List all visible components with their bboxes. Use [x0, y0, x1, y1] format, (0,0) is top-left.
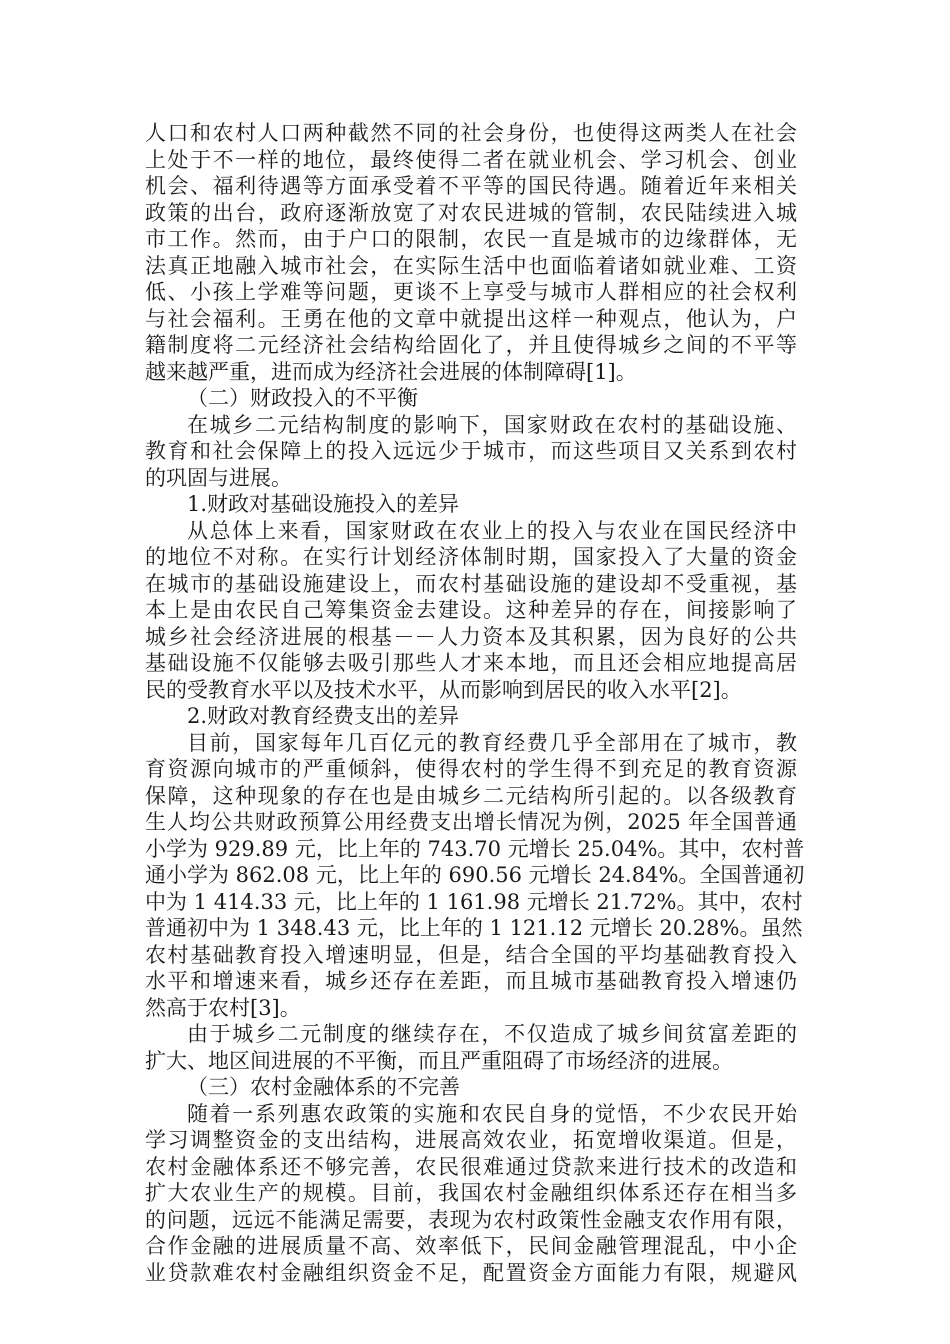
body-text-line: 上处于不一样的地位，最终使得二者在就业机会、学习机会、创业 — [145, 147, 797, 172]
section-heading: 1.财政对基础设施投入的差异 — [187, 492, 460, 516]
body-text-line: 基础设施不仅能够去吸引那些人才来本地，而且还会相应地提高居 — [145, 651, 797, 675]
body-text-line: 合作金融的进展质量不高、效率低下，民间金融管理混乱，中小企 — [145, 1234, 797, 1258]
body-text-line: 学习调整资金的支出结构，进展高效农业，拓宽增收渠道。但是， — [145, 1128, 797, 1152]
paragraph-last-line: 然高于农村[3]。 — [145, 995, 301, 1020]
paragraph-first-line: 由于城乡二元制度的继续存在，不仅造成了城乡间贫富差距的 — [187, 1022, 797, 1046]
section-heading: （三）农村金融体系的不完善 — [187, 1075, 460, 1099]
body-text-line: 政策的出台，政府逐渐放宽了对农民进城的管制，农民陆续进入城 — [145, 200, 797, 225]
body-text-line: 机会、福利待遇等方面承受着不平等的国民待遇。随着近年来相关 — [145, 174, 797, 198]
body-text-line: 扩大农业生产的规模。目前，我国农村金融组织体系还存在相当多 — [145, 1181, 797, 1205]
body-text-line: 城乡社会经济进展的根基－－人力资本及其积累，因为良好的公共 — [145, 624, 797, 649]
body-text-line: 育资源向城市的严重倾斜，使得农村的学生得不到充足的教育资源 — [145, 757, 797, 781]
body-text-line: 普通初中为 1 348.43 元，比上年的 1 121.12 元增长 20.28%。虽然 — [145, 916, 803, 940]
paragraph-first-line: 目前，国家每年几百亿元的教育经费几乎全部用在了城市，教 — [187, 730, 797, 755]
section-heading: 2.财政对教育经费支出的差异 — [187, 704, 460, 728]
body-text-line: 农村金融体系还不够完善，农民很难通过贷款来进行技术的改造和 — [145, 1154, 797, 1179]
body-text-line: 市工作。然而，由于户口的限制，农民一直是城市的边缘群体，无 — [145, 227, 797, 251]
paragraph-first-line: 在城乡二元结构制度的影响下，国家财政在农村的基础设施、 — [187, 412, 797, 437]
body-text-line: 生人均公共财政预算公用经费支出增长情况为例，2025 年全国普通 — [145, 810, 797, 834]
body-text-line: 与社会福利。王勇在他的文章中就提出这样一种观点，他认为，户 — [145, 306, 797, 331]
body-text-line: 通小学为 862.08 元，比上年的 690.56 元增长 24.84%。全国普通初 — [145, 863, 805, 887]
body-text-line: 的问题，远远不能满足需要，表现为农村政策性金融支农作用有限， — [145, 1207, 797, 1232]
section-heading: （二）财政投入的不平衡 — [187, 386, 418, 410]
body-text-line: 保障，这种现象的存在也是由城乡二元结构所引起的。以各级教育 — [145, 783, 797, 808]
body-text-line: 人口和农村人口两种截然不同的社会身份，也使得这两类人在社会 — [145, 121, 797, 145]
body-text-line: 农村基础教育投入增速明显，但是，结合全国的平均基础教育投入 — [145, 942, 797, 967]
body-text-line: 业贷款难农村金融组织资金不足，配置资金方面能力有限，规避风 — [145, 1260, 797, 1285]
body-text-line: 的地位不对称。在实行计划经济体制时期，国家投入了大量的资金 — [145, 545, 797, 569]
body-text-line: 水平和增速来看，城乡还存在差距，而且城市基础教育投入增速仍 — [145, 969, 797, 993]
body-text-line: 在城市的基础设施建设上，而农村基础设施的建设却不受重视，基 — [145, 571, 797, 596]
paragraph-last-line: 扩大、地区间进展的不平衡，而且严重阻碍了市场经济的进展。 — [145, 1048, 733, 1073]
paragraph-last-line: 民的受教育水平以及技术水平，从而影响到居民的收入水平[2]。 — [145, 677, 742, 702]
body-text-line: 小学为 929.89 元，比上年的 743.70 元增长 25.04%。其中，农村普 — [145, 836, 805, 861]
body-text-line: 教育和社会保障上的投入远远少于城市，而这些项目又关系到农村 — [145, 439, 797, 463]
document-page — [145, 120, 805, 1286]
body-text-line: 籍制度将二元经济社会结构给固化了，并且使得城乡之间的不平等 — [145, 333, 797, 357]
body-text-line: 低、小孩上学难等问题，更谈不上享受与城市人群相应的社会权利 — [145, 280, 797, 304]
paragraph-first-line: 随着一系列惠农政策的实施和农民自身的觉悟，不少农民开始 — [187, 1101, 797, 1126]
paragraph-first-line: 从总体上来看，国家财政在农业上的投入与农业在国民经济中 — [187, 518, 797, 543]
body-text-line: 本上是由农民自己筹集资金去建设。这种差异的存在，间接影响了 — [145, 598, 797, 622]
body-text-line: 中为 1 414.33 元，比上年的 1 161.98 元增长 21.72%。其中，农村 — [145, 889, 803, 914]
paragraph-last-line: 越来越严重，进而成为经济社会进展的体制障碍[1]。 — [145, 359, 637, 384]
body-text-line: 法真正地融入城市社会，在实际生活中也面临着诸如就业难、工资 — [145, 253, 797, 278]
paragraph-last-line: 的巩固与进展。 — [145, 465, 292, 490]
